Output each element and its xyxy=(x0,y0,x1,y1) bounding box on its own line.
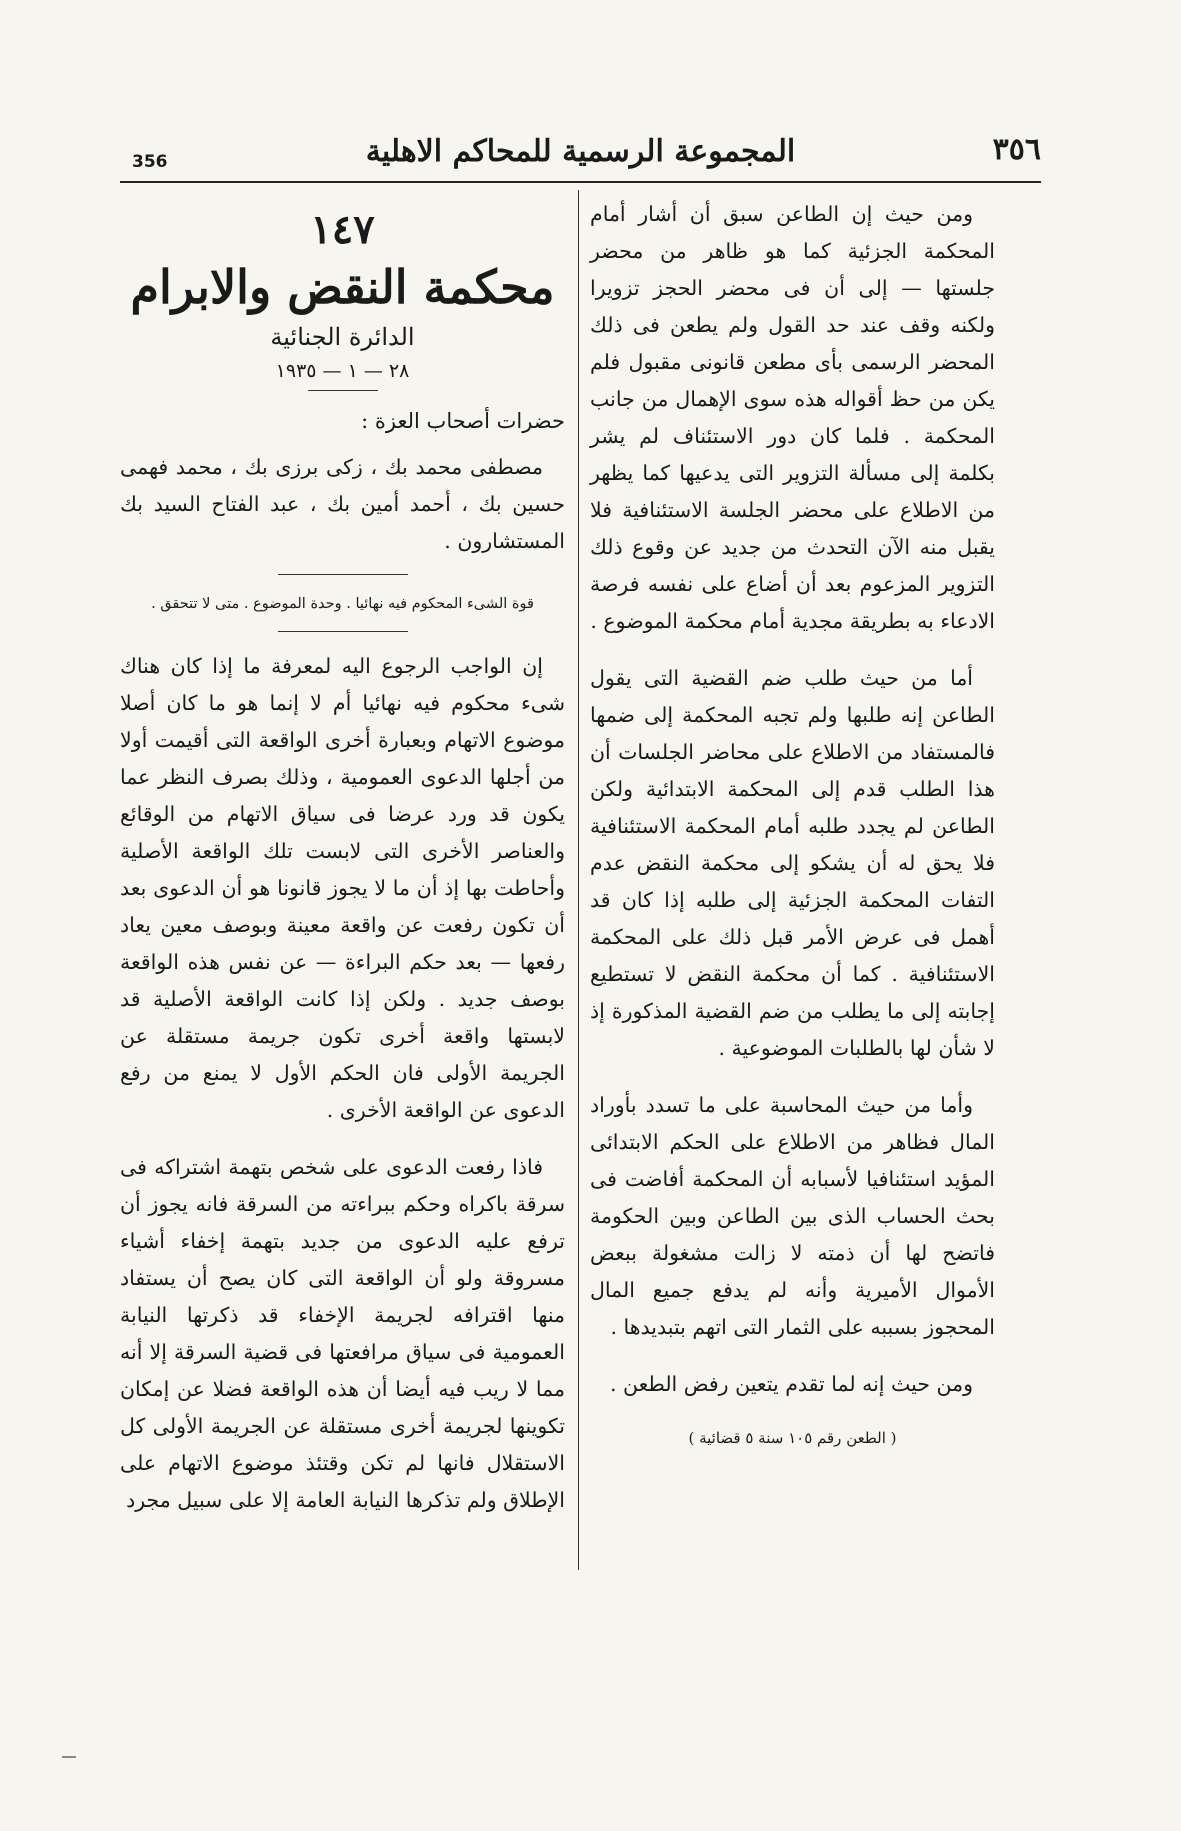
page-number-latin: 356 xyxy=(132,152,168,172)
summary-rule xyxy=(278,631,408,632)
date-rule xyxy=(308,390,378,391)
left-paragraph-1: إن الواجب الرجوع اليه لمعرفة ما إذا كان هناك شىء محكوم فيه نهائيا أم لا إنما هو ما كان أصلا موضوع الاتهام وبعبارة أخرى الواقعة التى أقيمت أولا من أجلها الدعوى العمومية ، وذلك بصرف النظر عما يكون قد ورد عرضا فى سياق الاتهام من الوقائع والعناصر الأخرى التى لابست تلك الواقعة الأصلية وأحاطت بها إذ أن ما لا يجوز قانونا هو أن الدعوى بعد أن تكون رفعت عن واقعة معينة وبوصف معين يعاد رفعها — بعد حكم البراءة — عن نفس هذه الواقعة بوصف جديد . ولكن إذا كانت الواقعة الأصلية قد لابستها واقعة أخرى تكون جريمة مستقلة عن الجريمة الأولى فان الحكم الأول لا يمنع من رفع الدعوى عن الواقعة الأخرى . xyxy=(120,654,565,1122)
column-divider xyxy=(578,190,579,1570)
case-number: ١٤٧ xyxy=(310,206,375,253)
ruling-date: ٢٨ — ١ — ١٩٣٥ xyxy=(275,360,410,382)
right-paragraph-2: أما من حيث طلب ضم القضية التى يقول الطاعن إنه طلبها ولم تجبه المحكمة إلى ضمها فالمستفاد من الاطلاع على محاضر الجلسات أن هذا الطلب قدم إلى المحكمة الابتدائية ولكن الطاعن لم يجدد طلبه أمام المحكمة الاستئنافية فلا يحق له أن يشكو إلى محكمة النقض عدم التفات المحكمة الجزئية إلى طلبه إذا كان قد أهمل فى عرض الأمر قبل ذلك على المحكمة الاستئنافية . كما أن محكمة النقض لا تستطيع إجابته إلى ما يطلب من ضم القضية المذكورة إذ لا شأن لها بالطلبات الموضوعية . xyxy=(590,666,995,1060)
running-title: المجموعة الرسمية للمحاكم الاهلية xyxy=(365,134,796,169)
right-paragraph-3: وأما من حيث المحاسبة على ما تسدد بأوراد المال فظاهر من الاطلاع على الحكم الابتدائى المؤيد استئنافيا لأسبابه أن المحكمة أفاضت فى بحث الحساب الذى بين الطاعن وبين الحكومة فاتضح لها أن ذمته لا زالت مشغولة ببعض الأموال الأميرية وأنه لم يدفع جميع المال المحجوز بسببه على الثمار التى اتهم بتبديدها . xyxy=(590,1093,995,1339)
judges-list: مصطفى محمد بك ، زكى برزى بك ، محمد فهمى حسين بك ، أحمد أمين بك ، عبد الفتاح السيد بك المستشارون . xyxy=(120,455,565,553)
page-number-arabic: ٣٥٦ xyxy=(992,132,1041,167)
court-name: محكمة النقض والابرام xyxy=(130,260,555,314)
right-paragraph-1: ومن حيث إن الطاعن سبق أن أشار أمام المحكمة الجزئية كما هو ظاهر من محضر جلستها — إلى أن فى محضر الحجز تزويرا ولكنه وقف عند حد القول ولم يطعن فى ذلك المحضر الرسمى بأى مطعن قانونى مقبول فلم يكن من حظ أقواله هذه سوى الإهمال من جانب المحكمة . فلما كان دور الاستئناف لم يشر بكلمة إلى مسألة التزوير التى يدعيها كما يظهر من الاطلاع على محضر الجلسة الاستئنافية فلا يقبل منه الآن التحدث من جديد عن وقوع ذلك التزوير المزعوم بعد أن أضاع على نفسه فرصة الادعاء به بطريقة مجدية أمام محكمة الموضوع . xyxy=(590,202,995,633)
right-paragraph-4: ومن حيث إنه لما تقدم يتعين رفض الطعن . xyxy=(609,1372,973,1396)
right-column xyxy=(590,196,995,1451)
case-reference-footnote: ( الطعن رقم ١٠٥ سنة ٥ قضائية ) xyxy=(688,1429,897,1447)
present-label: حضرات أصحاب العزة : xyxy=(361,409,565,433)
header-rule xyxy=(120,181,1041,183)
page-header xyxy=(120,128,1041,176)
judges-rule xyxy=(278,574,408,575)
circuit-name: الدائرة الجنائية xyxy=(270,323,415,351)
scan-speck xyxy=(62,1756,76,1758)
ruling-summary: قوة الشىء المحكوم فيه نهائيا . وحدة الموضوع . متى لا تتحقق . xyxy=(151,596,534,612)
left-paragraph-2: فاذا رفعت الدعوى على شخص بتهمة اشتراكه فى سرقة باكراه وحكم ببراءته من السرقة فانه يجوز أن ترفع عليه الدعوى من جديد بتهمة إخفاء أشياء مسروقة ولو أن الواقعة التى كان يصح أن يستفاد منها اقترافه لجريمة الإخفاء قد ذكرتها النيابة العمومية فى سياق مرافعتها فى قضية السرقة إلا أنه مما لا ريب فيه أيضا أن هذه الواقعة فضلا عن إمكان تكوينها لجريمة أخرى مستقلة عن الجريمة الأولى كل الاستقلال فانها لم تكن وقتئذ موضوع الاتهام على الإطلاق ولم تذكرها النيابة العامة إلا على سبيل مجرد xyxy=(120,1155,565,1512)
left-column xyxy=(120,196,565,1539)
